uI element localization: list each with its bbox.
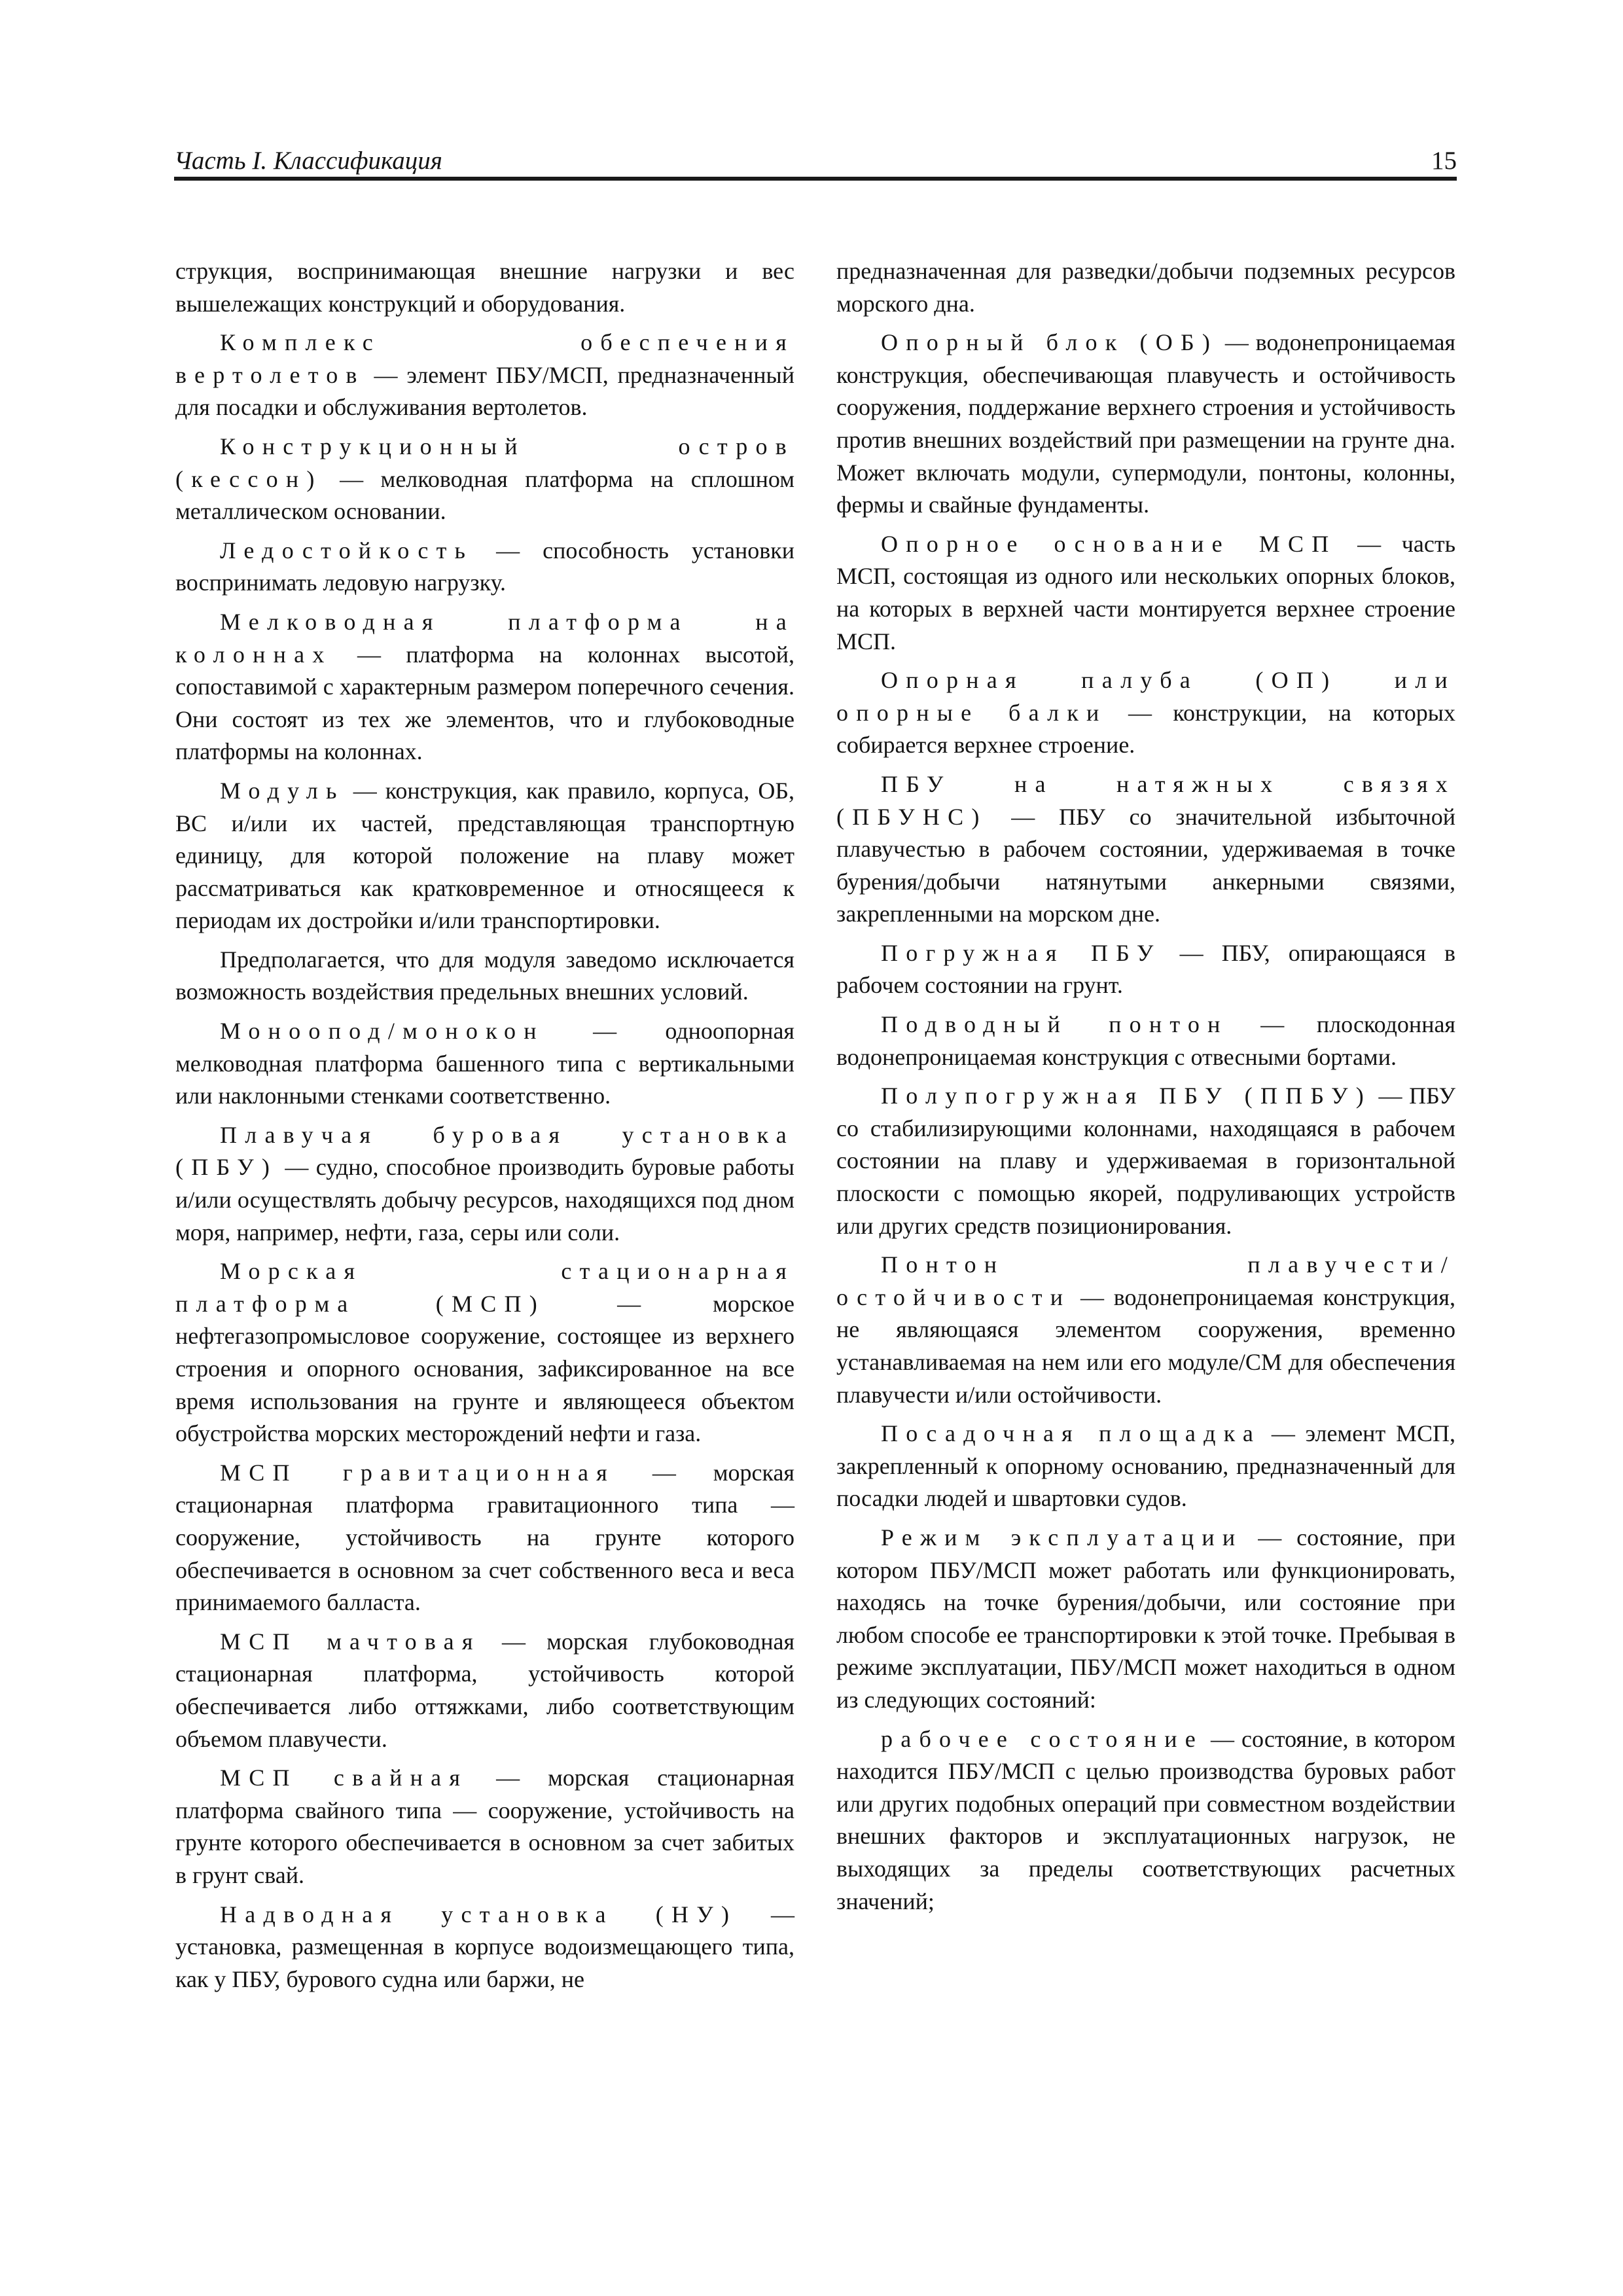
definition-term: ПБУ на натяжных связях (ПБУНС)	[836, 770, 1455, 830]
definition-term: рабочее состояние	[881, 1725, 1204, 1752]
definition-paragraph	[175, 1457, 794, 1619]
definition-term: Понтон плавучести/остойчивости	[836, 1251, 1455, 1310]
definition-paragraph	[175, 606, 794, 768]
definition-term: Подводный понтон	[881, 1011, 1228, 1038]
definition-paragraph	[836, 664, 1455, 762]
definition-text: — плоскодонная водонепроницаемая конструкция с отвесными бортами.	[836, 1011, 1455, 1070]
definition-text: — установка, размещенная в корпусе водоизмещающего типа, как у ПБУ, бурового судна или баржи, не	[175, 1901, 794, 1992]
definition-term: Погружная ПБУ	[881, 939, 1162, 966]
page-number: 15	[1431, 147, 1457, 175]
text-paragraph	[836, 255, 1455, 320]
definition-term: Опорный блок (ОБ)	[881, 329, 1219, 356]
definition-term: МСП гравитационная	[220, 1459, 615, 1486]
definition-paragraph	[175, 1015, 794, 1113]
definition-term: Опорная палуба (ОП) или опорные балки	[836, 667, 1455, 726]
definition-paragraph	[175, 775, 794, 937]
text-paragraph	[175, 944, 794, 1009]
definition-term: МСП мачтовая	[220, 1628, 481, 1655]
definition-text: — платформа на колоннах высотой, сопоставимой с характерным размером поперечного сечения. Они состоят из тех же элементов, что и глубоководные платформы на колоннах.	[175, 641, 794, 765]
definition-text: — морская стационарная платформа гравитационного типа — сооружение, устойчивость на грунте которого обеспечивается в основном за счет собственного веса и веса принимаемого балласта.	[175, 1459, 794, 1616]
definition-text: — морская стационарная платформа свайного типа — сооружение, устойчивость на грунте которого обеспечивается в основном за счет забитых в грунт свай.	[175, 1765, 794, 1888]
definition-text: — способность установки воспринимать ледовую нагрузку.	[175, 537, 794, 596]
definition-text: — ПБУ со значительной избыточной плавучестью в рабочем состоянии, удерживаемая в точке бурения/добычи натянутыми анкерными связями, закрепленными на морском дне.	[836, 803, 1455, 927]
definition-paragraph	[175, 431, 794, 528]
definition-text: — морское нефтегазопромысловое сооружение, состоящее из верхнего строения и опорного основания, зафиксированное на все время использования на грунте и являющееся объектом обустройства морских месторождений нефти и газа.	[175, 1290, 794, 1447]
definition-text: — одноопорная мелководная платформа башенного типа с вертикальными или наклонными стенками соответственно.	[175, 1018, 794, 1109]
definition-paragraph	[175, 535, 794, 600]
definition-term: Комплекс обеспечения вертолетов	[175, 329, 794, 388]
definition-term: Посадочная площадка	[881, 1420, 1262, 1447]
definition-text: струкция, воспринимающая внешние нагрузки и вес вышележащих конструкций и оборудования.	[175, 258, 794, 317]
definition-paragraph	[836, 327, 1455, 522]
definition-text: — ПБУ, опирающаяся в рабочем состоянии на грунт.	[836, 939, 1455, 999]
definition-paragraph	[836, 1522, 1455, 1717]
definition-term: Мелководная платформа на колоннах	[175, 608, 794, 668]
definition-term: Морская стационарная платформа (МСП)	[175, 1258, 794, 1317]
definition-paragraph	[175, 1899, 794, 1996]
definition-term: Режим эксплуатации	[881, 1524, 1243, 1551]
definition-text: предназначенная для разведки/добычи подземных ресурсов морского дна.	[836, 258, 1455, 317]
definition-paragraph	[836, 1009, 1455, 1073]
definition-paragraph	[175, 1626, 794, 1755]
definition-term: МСП свайная	[220, 1765, 469, 1791]
definition-paragraph	[175, 327, 794, 424]
text-paragraph	[175, 255, 794, 320]
definition-text: — элемент ПБУ/МСП, предназначенный для посадки и обслуживания вертолетов.	[175, 361, 794, 421]
definition-text: — конструкция, как правило, корпуса, ОБ, ВС и/или их частей, представляющая транспортную единицу, для которой положение на плаву может рассматриваться как кратковременное и относящееся к периодам их достройки и/или транспортировки.	[175, 777, 794, 934]
definition-text: Предполагается, что для модуля заведомо исключается возможность воздействия предельных внешних условий.	[175, 946, 794, 1005]
definition-text: — часть МСП, состоящая из одного или нескольких опорных блоков, на которых в верхней части монтируется верхнее строение МСП.	[836, 530, 1455, 655]
definition-paragraph	[175, 1762, 794, 1892]
definition-paragraph	[836, 1080, 1455, 1242]
definition-paragraph	[836, 1418, 1455, 1515]
definition-term: Опорное основание МСП	[881, 530, 1337, 557]
definition-text: — ПБУ со стабилизирующими колоннами, находящаяся в рабочем состоянии на плаву и удерживаемая в горизонтальной плоскости с помощью якорей, подруливающих устройств или других средств позиционирования.	[836, 1083, 1455, 1239]
right-column	[836, 255, 1455, 1924]
definition-term: Ледостойкость	[220, 537, 474, 564]
definition-term: Надводная установка (НУ)	[220, 1901, 738, 1928]
definition-paragraph	[175, 1255, 794, 1450]
definition-text: — мелководная платформа на сплошном металлическом основании.	[175, 465, 794, 525]
definition-text: — морская глубоководная стационарная платформа, устойчивость которой обеспечивается либо оттяжками, либо соответствующим объемом плавучести.	[175, 1628, 795, 1752]
definition-paragraph	[836, 528, 1455, 658]
definition-text: — конструкции, на которых собирается верхнее строение.	[836, 699, 1455, 759]
definition-text: — водонепроницаемая конструкция, не являющаяся элементом сооружения, временно устанавливаемая на нем или его модуле/СМ для обеспечения плавучести и/или остойчивости.	[836, 1283, 1455, 1408]
definition-term: Моноопод/монокон	[220, 1018, 544, 1045]
definition-text: — состояние, при котором ПБУ/МСП может работать или функционировать, находясь на точке бурения/добычи, или состояние при любом способе ее транспортировки к этой точке. Пребывая в режиме эксплуатации, ПБУ/МСП может находиться в одном из следующих состояний:	[836, 1524, 1455, 1713]
definition-term: Конструкционный остров (кессон)	[175, 433, 794, 492]
definition-paragraph	[836, 937, 1455, 1002]
definition-text: — состояние, в котором находится ПБУ/МСП с целью производства буровых работ или других подобных операций при совместном воздействии внешних факторов и эксплуатационных нагрузок, не выходящих за пределы соответствующих расчетных значений;	[836, 1725, 1455, 1914]
left-column	[175, 255, 794, 2002]
definition-paragraph	[836, 1249, 1455, 1411]
definition-paragraph	[836, 768, 1455, 931]
header-rule	[174, 177, 1457, 181]
definition-term: Плавучая буровая установка (ПБУ)	[175, 1121, 794, 1181]
header-title: Часть I. Классификация	[174, 147, 442, 175]
definition-paragraph	[836, 1723, 1455, 1918]
definition-text: — водонепроницаемая конструкция, обеспечивающая плавучесть и остойчивость сооружения, поддержание верхнего строения и устойчивость против внешних воздействий при размещении на грунте дна. Может включать модули, супермодули, понтоны, колонны, фермы и свайные фундаменты.	[836, 329, 1455, 518]
definition-text: — судно, способное производить буровые работы и/или осуществлять добычу ресурсов, находящихся под дном моря, например, нефти, газа, серы или соли.	[175, 1154, 794, 1246]
definition-text: — элемент МСП, закрепленный к опорному основанию, предназначенный для посадки людей и швартовки судов.	[836, 1420, 1455, 1512]
running-header	[174, 143, 1457, 177]
definition-paragraph	[175, 1119, 794, 1249]
definition-term: Модуль	[220, 777, 345, 804]
definition-term: Полупогружная ПБУ (ППБУ)	[881, 1083, 1372, 1109]
